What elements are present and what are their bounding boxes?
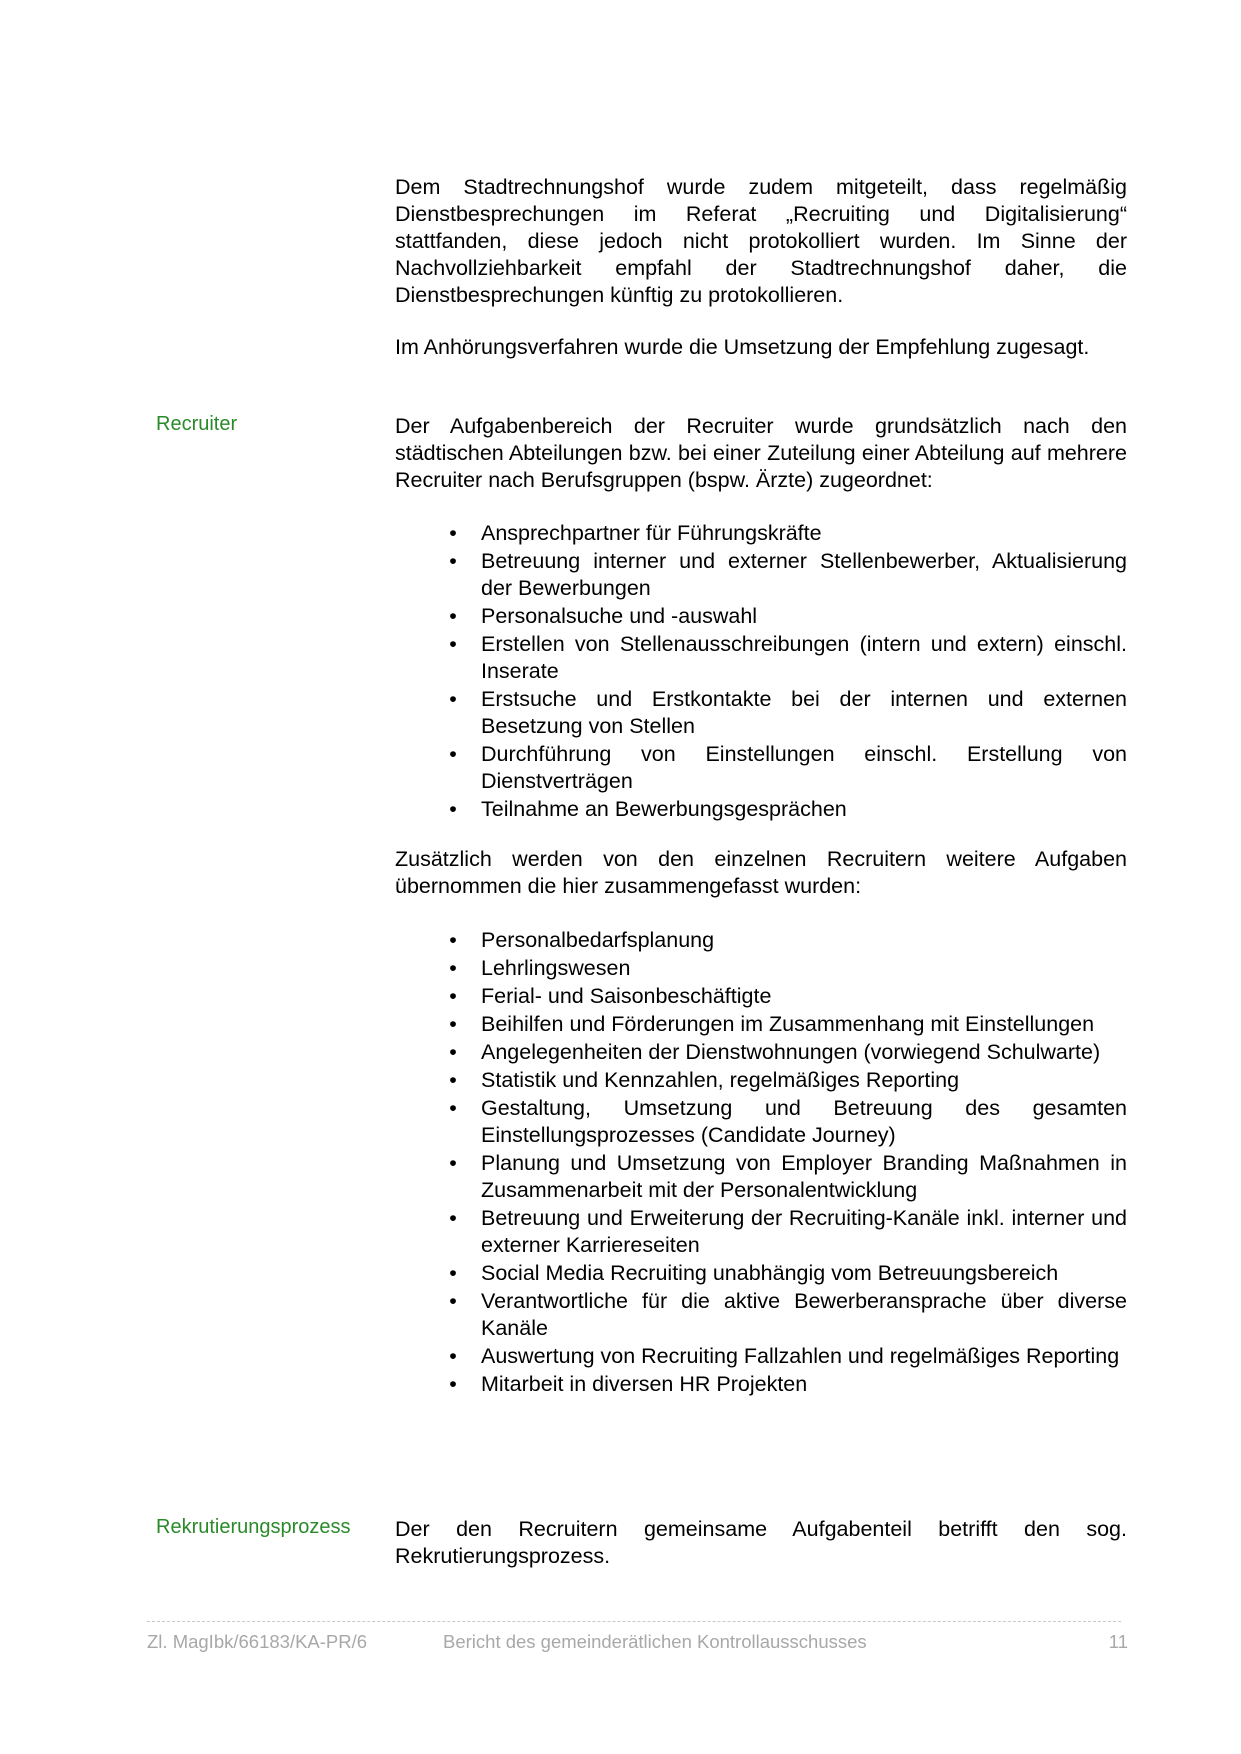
bullet-icon: • [449,1206,457,1230]
paragraph-anhoerungsverfahren [395,334,1127,361]
list-item: • Social Media Recruiting unabhängig vom Betreuungsbereich [395,1260,1127,1287]
body-text: Der Aufgabenbereich der Recruiter wurde grundsätzlich nach den städtischen Abteilungen bzw. bei einer Zuteilung einer Abteilung auf mehrere Recruiter nach Berufsgruppen (bspw. Ärzte) zugeordnet: [395,414,1127,492]
paragraph-aufgabenbereich [395,413,1127,494]
paragraph-zusaetzliche-aufgaben [395,846,1127,900]
footer-divider [147,1621,1121,1622]
bullet-icon: • [449,1096,457,1120]
bullet-icon: • [449,928,457,952]
list-item: • Erstellen von Stellenausschreibungen (intern und extern) einschl. Inserate [395,631,1127,685]
bullet-icon: • [449,604,457,628]
margin-note-rekrutierungsprozess: Rekrutierungsprozess [156,1516,351,1538]
list-item: • Betreuung interner und externer Stellenbewerber, Aktualisierung der Bewerbungen [395,548,1127,602]
list-item: • Lehrlingswesen [395,955,1127,982]
list-item: • Statistik und Kennzahlen, regelmäßiges Reporting [395,1067,1127,1094]
paragraph-dienstbesprechungen [395,174,1127,309]
bullet-icon: • [449,687,457,711]
bullet-icon: • [449,632,457,656]
bullet-icon: • [449,1151,457,1175]
list-item: • Ferial- und Saisonbeschäftigte [395,983,1127,1010]
list-item: • Teilnahme an Bewerbungsgesprächen [395,796,1127,823]
bullet-icon: • [449,1344,457,1368]
list-item: • Beihilfen und Förderungen im Zusammenhang mit Einstellungen [395,1011,1127,1038]
bullet-icon: • [449,549,457,573]
bullet-icon: • [449,797,457,821]
paragraph-rekrutierungsprozess [395,1516,1127,1570]
additional-tasks-list [395,927,1127,1399]
list-item: • Mitarbeit in diversen HR Projekten [395,1371,1127,1398]
list-item: • Gestaltung, Umsetzung und Betreuung des gesamten Einstellungsprozesses (Candidate Journey) [395,1095,1127,1149]
bullet-icon: • [449,984,457,1008]
body-text: Der den Recruitern gemeinsame Aufgabenteil betrifft den sog. Rekrutierungsprozess. [395,1517,1127,1568]
bullet-icon: • [449,742,457,766]
list-item: • Angelegenheiten der Dienstwohnungen (vorwiegend Schulwarte) [395,1039,1127,1066]
list-item: • Auswertung von Recruiting Fallzahlen und regelmäßiges Reporting [395,1343,1127,1370]
body-text: Im Anhörungsverfahren wurde die Umsetzung der Empfehlung zugesagt. [395,335,1090,359]
bullet-icon: • [449,521,457,545]
recruiter-tasks-list [395,520,1127,824]
bullet-icon: • [449,956,457,980]
margin-note-recruiter: Recruiter [156,413,238,435]
bullet-icon: • [449,1068,457,1092]
page-number: 11 [1108,1631,1128,1652]
list-item: • Personalsuche und -auswahl [395,603,1127,630]
bullet-icon: • [449,1040,457,1064]
list-item: • Betreuung und Erweiterung der Recruiting-Kanäle inkl. interner und externer Karriereseiten [395,1205,1127,1259]
bullet-icon: • [449,1261,457,1285]
footer-title: Bericht des gemeinderätlichen Kontrollausschusses [443,1631,867,1652]
list-item: • Verantwortliche für die aktive Bewerberansprache über diverse Kanäle [395,1288,1127,1342]
list-item: • Durchführung von Einstellungen einschl. Erstellung von Dienstverträgen [395,741,1127,795]
list-item: • Planung und Umsetzung von Employer Branding Maßnahmen in Zusammenarbeit mit der Personalentwicklung [395,1150,1127,1204]
bullet-icon: • [449,1372,457,1396]
list-item: • Ansprechpartner für Führungskräfte [395,520,1127,547]
body-text: Dem Stadtrechnungshof wurde zudem mitgeteilt, dass regelmäßig Dienstbesprechungen im Referat „Recruiting und Digitalisierung“ stattfanden, diese jedoch nicht protokolliert wurden. Im Sinne der Nachvollziehbarkeit empfahl der Stadtrechnungshof daher, die Dienstbesprechungen künftig zu protokollieren. [395,175,1127,307]
bullet-icon: • [449,1012,457,1036]
list-item: • Erstsuche und Erstkontakte bei der internen und externen Besetzung von Stellen [395,686,1127,740]
body-text: Zusätzlich werden von den einzelnen Recruitern weitere Aufgaben übernommen die hier zusammengefasst wurden: [395,847,1127,898]
list-item: • Personalbedarfsplanung [395,927,1127,954]
footer-reference: Zl. MagIbk/66183/KA-PR/6 [147,1631,368,1652]
bullet-icon: • [449,1289,457,1313]
